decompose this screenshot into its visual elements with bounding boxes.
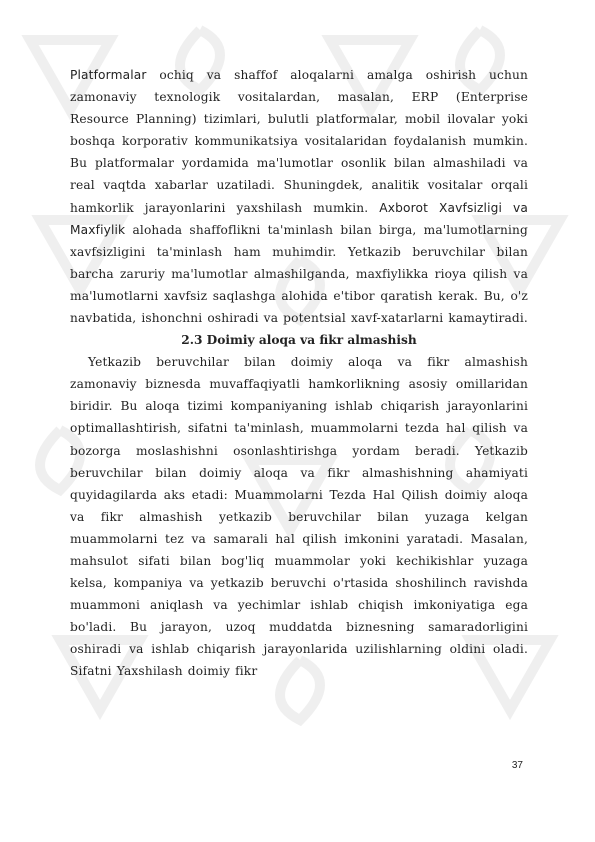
paragraph-platforms (70, 64, 528, 329)
paragraph-text-continued: alohada shaffoflikni ta'minlash bilan birga, ma'lumotlarning xavfsizligini ta'minlash ham muhimdir. Yetkazib beruvchilar bilan barcha zaruriy ma'lumotlar almashilganda, maxfiylikka rioya qilish va ma'lumotlarni xavfsiz saqlashga alohida e'tibor qaratish kerak. Bu, o'z navbatida, ishonchni oshiradi va potentsial xavf-xatarlarni kamaytiradi. (70, 222, 528, 326)
paragraph-communication: Yetkazib beruvchilar bilan doimiy aloqa va fikr almashish zamonaviy biznesda muvaffaqiyatli hamkorlikning asosiy omillaridan biridir. Bu aloqa tizimi kompaniyaning ishlab chiqarish jarayonlarini optimallashtirish, sifatni ta'minlash, muammolarni tezda hal qilish va bozorga moslashishni osonlashtirishga yordam beradi. Yetkazib beruvchilar bilan doimiy aloqa va fikr almashishning ahamiyati quyidagilarda aks etadi: Muammolarni Tezda Hal Qilish doimiy aloqa va fikr almashish yetkazib beruvchilar bilan yuzaga kelgan muammolarni tez va samarali hal qilish imkonini yaratadi. Masalan, mahsulot sifati bilan bog'liq muammolar yoki kechikishlar yuzaga kelsa, kompaniya va yetkazib beruvchi o'rtasida shoshilinch ravishda muammoni aniqlash va yechimlar ishlab chiqish imkoniyatiga ega bo'ladi. Bu jarayon, uzoq muddatda biznesning samaradorligini oshiradi va ishlab chiqarish jarayonlarida uzilishlarning oldini oladi. Sifatni Yaxshilash doimiy fikr (70, 355, 528, 679)
paragraph-lead: Platformalar (70, 68, 147, 82)
page-number: 37 (511, 760, 523, 771)
section-heading: 2.3 Doimiy aloqa va fikr almashish (181, 333, 417, 348)
document-page (70, 64, 528, 683)
paragraph-text: ochiq va shaffof aloqalarni amalga oshirish uchun zamonaviy texnologik vositalardan, masalan, ERP (Enterprise Resource Planning) tizimlari, bulutli platformalar, mobil ilovalar yoki boshqa korporativ kommunikatsiya vositalaridan foydalanish mumkin. Bu platformalar yordamida ma'lumotlar osonlik bilan almashiladi va real vaqtda xabarlar uzatiladi. Shuningdek, analitik vositalar orqali hamkorlik jarayonlarini yaxshilash mumkin. (70, 68, 528, 215)
inline-subheading: Axborot Xavfsizligi va Maxfiylik (70, 200, 528, 237)
